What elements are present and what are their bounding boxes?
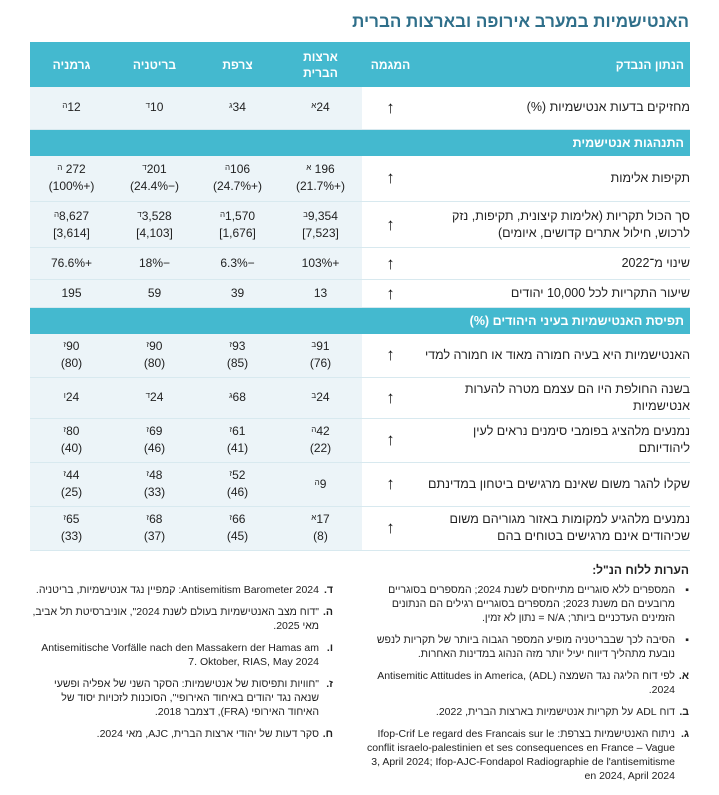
trend-up-icon: ↑ [362,202,419,248]
cell-us: 13 [279,280,362,308]
note-item: ז. "חוויות ותפיסות של אנטישמיות: הסקר השני של אפליה ופשעי שנאה נגד יהודים באיחוד האירופי", הסוכנות לזכויות יסוד של האיחוד האירופי (FRA), דצמבר 2018. [54,678,333,718]
cell-us: $17^א$ (8) [279,506,362,550]
cell-uk: $10^ד$ [113,87,196,129]
cell-france: $68^ג$ [196,377,279,418]
note-item: ג. ניתוח האנטישמיות בצרפת: Ifop-Crif Le regard des Francais sur le conflit israelo-palestinien et ses consequences en France – Vague 3, April 2024; Ifop-AJC-Fondapol Radiographie de l'antisemitisme en 2024, April 2024 [367,728,689,782]
cell-france: $1,570^ה$ [1,676] [196,202,279,248]
cell-us: $91^ב$ (76) [279,334,362,377]
table-row [30,462,690,506]
trend-up-icon: ↑ [362,418,419,462]
section-title: התנהגות אנטישמית [30,129,690,156]
cell-france: $106^ה$ (+24.7%) [196,156,279,202]
trend-up-icon: ↑ [362,377,419,418]
cell-us: $24^א$ [279,87,362,129]
header-us [279,42,362,87]
cell-us: $24^ב$ [279,377,362,418]
cell-france: 39 [196,280,279,308]
row-label: סך הכול תקריות (אלימות קיצונית, תקיפות, נזק לרכוש, חילול אתרים קדושים, איומים) [419,202,690,248]
row-label: האנטישמיות היא בעיה חמורה מאוד או חמורה למדי [419,334,690,377]
header-uk: בריטניה [113,42,196,87]
note-item: ▪ הסיבה לכך שבבריטניה מופיע המספר הגבוה ביותר של תקריות לנפש נובעת מתהליך דיווח יעיל יותר מזה הנהוג במדינות האחרות. [376,634,689,660]
row-label: מחזיקים בדעות אנטישמיות (%) [419,87,690,129]
table-row [30,506,690,550]
note-item: ח. סקר דעות של יהודי ארצות הברית, AJC, מאי 2024. [96,728,333,740]
trend-up-icon: ↑ [362,87,419,129]
trend-up-icon: ↑ [362,280,419,308]
note-item: ד. Antisemitism Barometer 2024: קמפיין נגד אנטישמיות, בריטניה. [35,584,333,596]
cell-us: $42^ה$ (22) [279,418,362,462]
cell-france: $66^ז$ (45) [196,506,279,550]
table-notes [30,563,689,791]
cell-germany: $24^ו$ [30,377,113,418]
row-label: נמנעים מלהציג בפומבי סימנים נראים לעין ליהודיותם [419,418,690,462]
cell-germany: 272 $^ה$ (+100%) [30,156,113,202]
header-trend: המגמה [362,42,419,87]
cell-us: 196 $^א$ (+21.7%) [279,156,362,202]
table-row [30,87,690,129]
cell-us: $9,354^ב$ [7,523] [279,202,362,248]
section-perception [30,308,690,335]
cell-uk: $24^ד$ [113,377,196,418]
cell-france: $61^ז$ (41) [196,418,279,462]
table-row [30,418,690,462]
row-label: בשנה החולפת היו הם עצמם מטרה להערות אנטישמיות [419,377,690,418]
page-title: האנטישמיות במערב אירופה ובארצות הברית [352,12,689,31]
cell-uk: $69^ז$ (46) [113,418,196,462]
header-france: צרפת [196,42,279,87]
cell-us: $9^ה$ [279,462,362,506]
trend-up-icon: ↑ [362,334,419,377]
trend-up-icon: ↑ [362,248,419,280]
cell-germany: $65^ז$ (33) [30,506,113,550]
trend-up-icon: ↑ [362,156,419,202]
header-germany: גרמניה [30,42,113,87]
note-item: ב. דוח ADL על תקריות אנטישמיות בארצות הברית, 2022. [435,706,689,718]
section-behavior [30,129,690,156]
cell-uk: $90^ז$ (80) [113,334,196,377]
header-us-label: ארצות הברית [303,49,338,80]
note-item: ▪ המספרים ללא סוגריים מתייחסים לשנת 2024; המספרים בסוגריים מרובעים הם משנת 2023; המספרים בסוגריים רגילים הם הנתונים הזמינים העדכניים ביותר; N/A = נתון לא זמין. [388,584,689,624]
cell-uk: 59 [113,280,196,308]
antisemitism-table [30,42,690,551]
cell-germany: $90^ז$ (80) [30,334,113,377]
cell-france: −6.3% [196,248,279,280]
cell-germany: +76.6% [30,248,113,280]
table-row [30,248,690,280]
cell-france: $93^ז$ (85) [196,334,279,377]
table-row [30,202,690,248]
trend-up-icon: ↑ [362,462,419,506]
section-title: תפיסת האנטישמיות בעיני היהודים (%) [30,308,690,335]
cell-germany: 195 [30,280,113,308]
row-label: שקלו להגר משום שאינם מרגישים ביטחון במדינתם [419,462,690,506]
row-label: נמנעים מלהגיע למקומות באזור מגוריהם משום שכיהודים אינם מרגישים בטוחים בהם [419,506,690,550]
notes-column-left [30,583,333,791]
row-label: תקיפות אלימות [419,156,690,202]
note-item: א. לפי דוח הליגה נגד השמצה (ADL) Antisemitic Attitudes in America, 2024. [377,670,689,696]
header-indicator: הנתון הנבדק [419,42,690,87]
cell-germany: $80^ז$ (40) [30,418,113,462]
cell-france: $52^ז$ (46) [196,462,279,506]
table-row [30,334,690,377]
table-header [30,42,690,87]
cell-uk: $68^ז$ (37) [113,506,196,550]
cell-uk: $48^ז$ (33) [113,462,196,506]
trend-up-icon: ↑ [362,506,419,550]
cell-uk: −18% [113,248,196,280]
row-label: שיעור התקריות לכל 10,000 יהודים [419,280,690,308]
cell-germany: $12^ה$ [30,87,113,129]
notes-column-right [359,583,689,791]
table-row [30,280,690,308]
note-item: ו. Antisemitische Vorfälle nach den Massakern der Hamas am 7. Oktober, RIAS, May 2024 [41,642,333,668]
cell-uk: $201^ד$ (−24.4%) [113,156,196,202]
cell-germany: $44^ז$ (25) [30,462,113,506]
table-row [30,156,690,202]
cell-us: +103% [279,248,362,280]
notes-title: הערות ללוח הנ"ל: [592,563,689,577]
cell-france: $34^ג$ [196,87,279,129]
note-item: ה. "דוח מצב האנטישמיות בעולם לשנת 2024", אוניברסיטת תל אביב, מאי 2025. [32,606,333,632]
cell-uk: $3,528^ד$ [4,103] [113,202,196,248]
cell-germany: $8,627^ה$ [3,614] [30,202,113,248]
table-row [30,377,690,418]
row-label: שינוי מ־2022 [419,248,690,280]
